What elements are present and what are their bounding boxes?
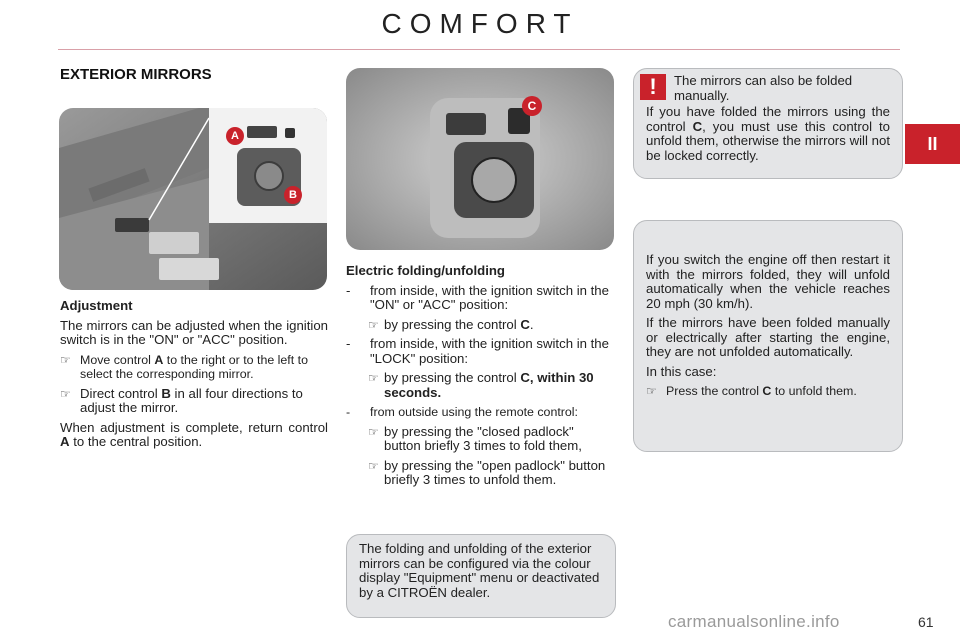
dash-marker: - [346,282,351,298]
mirror-control-photo [346,68,614,250]
warning-line-2 [646,105,890,163]
folding-heading: Electric folding/unfolding [346,263,505,278]
dash-marker: - [346,336,351,351]
adjustment-intro: The mirrors can be adjusted when the ignition switch is in the "ON" or "ACC" position. [60,317,328,347]
mirror-control-illustration [346,68,614,250]
page-number: 61 [918,614,934,630]
pointer-icon: ☞ [368,317,379,332]
bullet-text: Press the control [666,384,763,398]
folding-item-3-sub-2 [368,459,614,488]
auto-unfold-p2: If the mirrors have been folded manually or electrically after starting the engine, they are not unfolded automatically. [646,315,890,359]
pointer-icon: ☞ [368,458,379,473]
chapter-tab: II [905,124,960,164]
callout-c: C [522,96,542,116]
pointer-icon: ☞ [60,386,71,401]
folding-item-2-sub [368,371,614,400]
control-b-key: B [161,385,171,401]
outro-text: When adjustment is complete, return control [60,419,328,435]
control-c-key: C [762,384,772,398]
item-3-sub-1-text: by pressing the "closed padlock" button briefly 3 times to fold them, [384,423,582,453]
pointer-icon: ☞ [368,424,379,439]
bullet-2-text: Direct control [80,385,162,401]
warning-line-2-text: If you have folded the mirrors using the control [646,104,890,134]
item-3-text: from outside using the remote control: [370,405,578,419]
adjustment-outro [60,421,328,450]
watermark: carmanualsonline.info [668,612,840,631]
section-title: EXTERIOR MIRRORS [60,66,212,83]
folding-item-3 [346,405,614,420]
auto-unfold-box [633,220,903,452]
item-1-text: from inside, with the ignition switch in the "ON" or "ACC" position: [370,282,609,312]
item-2-sub-text: by pressing the control [384,370,521,385]
control-c-within-key: C, within 30 seconds. [384,370,594,400]
control-a-key: A [154,352,164,367]
warning-line-2-end: , you must use this control to unfold them, otherwise the mirrors will not be locked correctly. [646,118,890,163]
warning-icon: ! [640,74,666,100]
folding-item-2 [346,337,614,366]
warning-line-1: The mirrors can also be folded manually. [674,73,853,103]
folding-item-1-sub [368,318,614,333]
control-c-key: C [692,118,703,134]
adjustment-bullet-1 [60,353,328,382]
callout-a: A [226,127,244,145]
item-1-sub-end: . [529,316,534,332]
folding-item-1 [346,284,614,313]
outro-text-end: to the central position. [69,434,203,449]
page-title: COMFORT [381,8,579,39]
control-a-key: A [60,434,70,449]
pointer-icon: ☞ [60,352,71,367]
bullet-text-end: to unfold them. [771,384,857,398]
auto-unfold-p1: If you switch the engine off then restart it with the mirrors folded, they will unfold automatically when the vehicle reaches 20 mph (30 km/h). [646,252,890,311]
callout-b: B [284,186,302,204]
item-2-text: from inside, with the ignition switch in the "LOCK" position: [370,336,609,366]
info-box [346,534,616,618]
bullet-2-text-end: in all four directions to adjust the mirror. [80,385,303,415]
folding-text [346,264,614,493]
control-c-key: C [520,316,530,332]
dash-marker: - [346,405,351,419]
adjustment-text [60,299,328,455]
folding-item-3-sub-1 [368,425,614,454]
bullet-1-text: Move control [80,352,155,367]
adjustment-heading: Adjustment [60,298,133,313]
item-1-sub-text: by pressing the control [384,316,521,332]
warning-box [633,68,903,179]
pointer-icon: ☞ [646,384,657,398]
info-box-text: The folding and unfolding of the exterior mirrors can be configured via the colour display "Equipment" menu or deactivated by a CITROËN dealer. [359,541,600,600]
header-rule [58,49,900,50]
auto-unfold-bullet [646,384,890,399]
item-3-sub-2-text: by pressing the "open padlock" button briefly 3 times to unfold them. [384,457,606,487]
pointer-icon: ☞ [368,371,379,385]
auto-unfold-p3: In this case: [646,363,717,379]
bullet-1-text-end: to the right or to the left to select the corresponding mirror. [80,352,308,381]
adjustment-bullet-2 [60,387,328,416]
